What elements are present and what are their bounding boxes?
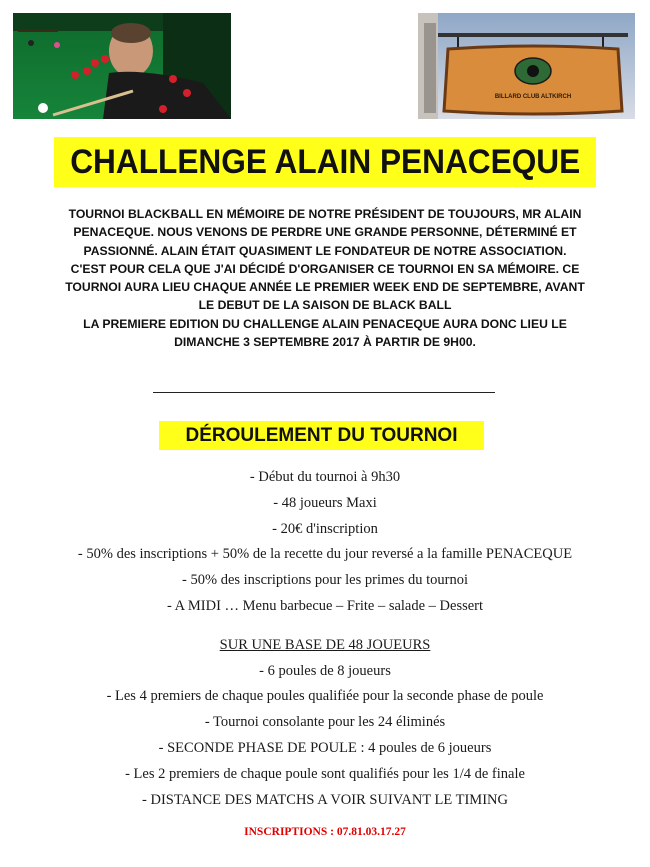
format-item: - DISTANCE DES MATCHS A VOIR SUIVANT LE TIMING	[142, 791, 508, 808]
billiard-club-sign-photo	[418, 13, 635, 119]
intro-line: TOURNOI BLACKBALL EN MÉMOIRE DE NOTRE PRÉSIDENT DE TOUJOURS, MR ALAIN	[68, 207, 582, 221]
tournament-details	[0, 465, 650, 813]
detail-item: - 20€ d'inscription	[272, 520, 378, 537]
format-item: - 6 poules de 8 joueurs	[259, 662, 391, 679]
club-sign-text: BILLARD CLUB ALTKIRCH	[494, 94, 572, 100]
format-item: - Tournoi consolante pour les 24 éliminés	[204, 714, 446, 731]
format-item: - Les 2 premiers de chaque poule sont qualifiés pour les 1/4 de finale	[125, 765, 525, 782]
intro-line: LE DEBUT DE LA SAISON DE BLACK BALL	[198, 298, 452, 313]
title-banner	[54, 137, 596, 187]
section-title: DÉROULEMENT DU TOURNOI	[185, 424, 458, 446]
intro-line: TOURNOI AURA LIEU CHAQUE ANNÉE LE PREMIER WEEK END DE SEPTEMBRE, AVANT	[65, 280, 585, 295]
format-item: - Les 4 premiers de chaque poules qualifiée pour la seconde phase de poule	[106, 688, 544, 705]
detail-item: - 50% des inscriptions + 50% de la recette du jour reversé a la famille PENACEQUE	[77, 546, 573, 563]
page-title: CHALLENGE ALAIN PENACEQUE	[69, 142, 581, 181]
registration-phone: INSCRIPTIONS : 07.81.03.17.27	[244, 826, 406, 838]
intro-line: LA PREMIERE EDITION DU CHALLENGE ALAIN PENACEQUE AURA DONC LIEU LE	[83, 316, 567, 331]
intro-line: PENACEQUE. NOUS VENONS DE PERDRE UNE GRANDE PERSONNE, DÉTERMINÉ ET	[73, 225, 577, 240]
intro-paragraph	[20, 205, 630, 351]
intro-line: PASSIONNÉ. ALAIN ÉTAIT QUASIMENT LE FONDATEUR DE NOTRE ASSOCIATION.	[83, 243, 567, 258]
divider	[153, 392, 495, 393]
detail-item: - Début du tournoi à 9h30	[249, 469, 401, 485]
format-subheading: SUR UNE BASE DE 48 JOUEURS	[219, 636, 431, 653]
section-banner	[159, 421, 484, 450]
club-sign-icon	[418, 13, 635, 119]
format-item: - SECONDE PHASE DE POULE : 4 poules de 6 joueurs	[158, 739, 492, 756]
detail-item: - A MIDI … Menu barbecue – Frite – salade – Dessert	[166, 597, 484, 614]
intro-line: C'EST POUR CELA QUE J'AI DÉCIDÉ D'ORGANISER CE TOURNOI EN SA MÉMOIRE. CE	[70, 261, 580, 276]
intro-line: DIMANCHE 3 SEPTEMBRE 2017 À PARTIR DE 9H00.	[174, 335, 476, 350]
snooker-player-photo	[13, 13, 231, 119]
detail-item: - 48 joueurs Maxi	[273, 494, 377, 511]
snooker-scene-icon	[13, 13, 231, 119]
detail-item: - 50% des inscriptions pour les primes du tournoi	[182, 572, 468, 589]
